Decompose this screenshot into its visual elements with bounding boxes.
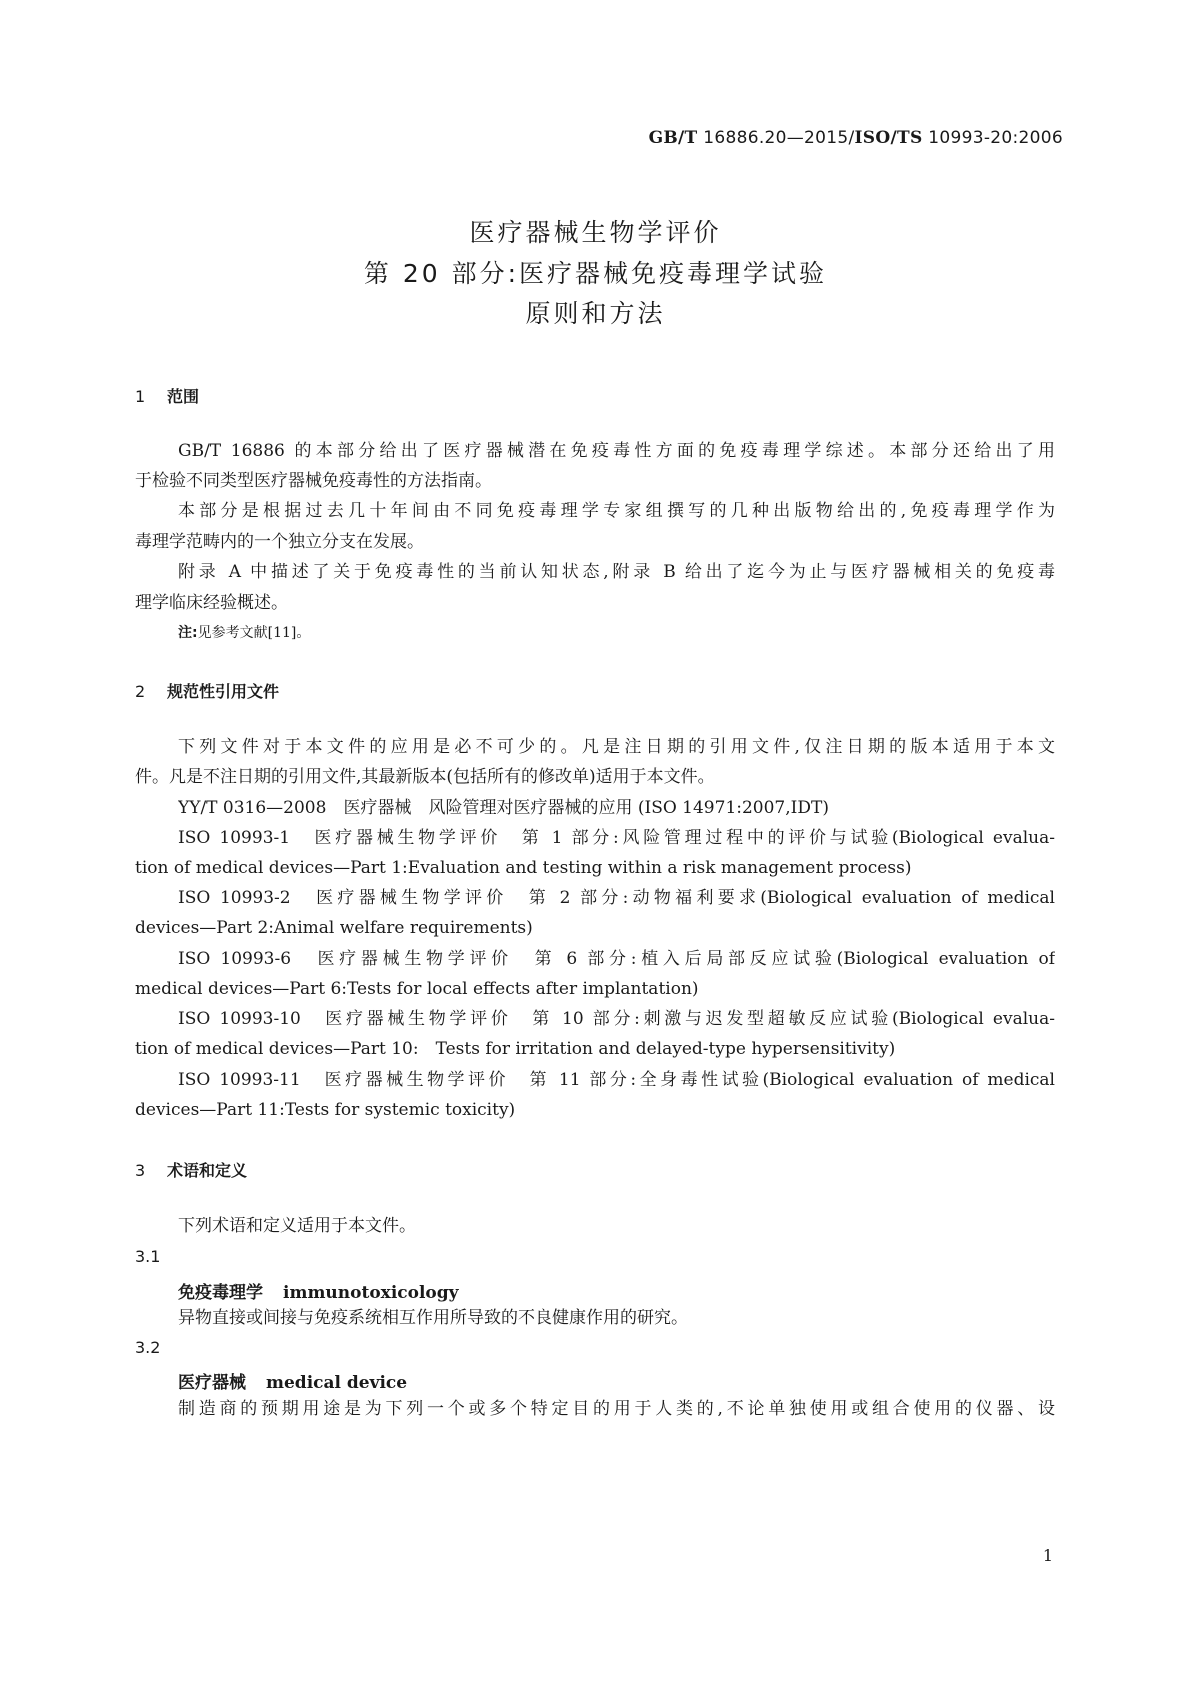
term-definition: 异物直接或间接与免疫系统相互作用所导致的不良健康作用的研究。 [178, 1308, 688, 1328]
section-1-heading: 1 范围 [135, 387, 200, 406]
title-line-1: 医疗器械生物学评价 [469, 218, 722, 247]
paragraph-line: 本部分是根据过去几十年间由不同免疫毒理学专家组撰写的几种出版物给出的,免疫毒理学作为 [178, 501, 1055, 521]
reference-item: ISO 10993-6 医疗器械生物学评价 第 6 部分:植入后局部反应试验(Biological evaluation of [178, 949, 1055, 969]
reference-item-cont: tion of medical devices—Part 10: Tests for irritation and delayed-type hypersensitivity) [135, 1039, 896, 1059]
note [178, 622, 310, 642]
term-title: 医疗器械 medical device [178, 1373, 408, 1393]
title-line-3: 原则和方法 [525, 299, 666, 328]
section-2-heading: 2 规范性引用文件 [135, 682, 280, 701]
standard-number [649, 128, 1063, 148]
term-number: 3.2 [135, 1338, 161, 1357]
reference-item: ISO 10993-11 医疗器械生物学评价 第 11 部分:全身毒性试验(Biological evaluation of medical [178, 1070, 1055, 1090]
std-number: 16886.20—2015/ [703, 128, 855, 148]
section-3-heading: 3 术语和定义 [135, 1161, 248, 1180]
term-title: 免疫毒理学 immunotoxicology [178, 1283, 459, 1303]
reference-item: YY/T 0316—2008 医疗器械 风险管理对医疗器械的应用 (ISO 14971:2007,IDT) [178, 798, 829, 818]
paragraph-line: 件。凡是不注日期的引用文件,其最新版本(包括所有的修改单)适用于本文件。 [135, 767, 715, 787]
paragraph-line: 下列术语和定义适用于本文件。 [178, 1216, 416, 1236]
iso-prefix: ISO/TS [854, 128, 923, 148]
page-number: 1 [1042, 1546, 1053, 1565]
reference-item-cont: medical devices—Part 6:Tests for local effects after implantation) [135, 979, 699, 999]
title-line-2: 第 20 部分:医疗器械免疫毒理学试验 [363, 259, 828, 288]
std-prefix: GB/T [648, 128, 698, 148]
paragraph-line: GB/T 16886 的本部分给出了医疗器械潜在免疫毒性方面的免疫毒理学综述。本部分还给出了用 [178, 441, 1055, 461]
iso-number: 10993-20:2006 [928, 128, 1063, 148]
reference-item: ISO 10993-10 医疗器械生物学评价 第 10 部分:刺激与迟发型超敏反应试验(Biological evalua- [178, 1009, 1055, 1029]
reference-item: ISO 10993-1 医疗器械生物学评价 第 1 部分:风险管理过程中的评价与试验(Biological evalua- [178, 828, 1055, 848]
paragraph-line: 理学临床经验概述。 [135, 593, 288, 613]
note-text: 见参考文献[11]。 [197, 625, 311, 641]
reference-item-cont: tion of medical devices—Part 1:Evaluation and testing within a risk management process) [135, 858, 912, 878]
paragraph-line: 下列文件对于本文件的应用是必不可少的。凡是注日期的引用文件,仅注日期的版本适用于本文 [178, 737, 1055, 757]
term-definition: 制造商的预期用途是为下列一个或多个特定目的用于人类的,不论单独使用或组合使用的仪器、设 [178, 1399, 1055, 1419]
paragraph-line: 毒理学范畴内的一个独立分支在发展。 [135, 532, 424, 552]
term-number: 3.1 [135, 1247, 161, 1266]
paragraph-line: 于检验不同类型医疗器械免疫毒性的方法指南。 [135, 471, 492, 491]
reference-item-cont: devices—Part 11:Tests for systemic toxicity) [135, 1100, 516, 1120]
reference-item: ISO 10993-2 医疗器械生物学评价 第 2 部分:动物福利要求(Biological evaluation of medical [178, 888, 1055, 908]
paragraph-line: 附录 A 中描述了关于免疫毒性的当前认知状态,附录 B 给出了迄今为止与医疗器械相关的免疫毒 [178, 562, 1055, 582]
note-label: 注: [178, 625, 198, 641]
reference-item-cont: devices—Part 2:Animal welfare requirements) [135, 918, 533, 938]
